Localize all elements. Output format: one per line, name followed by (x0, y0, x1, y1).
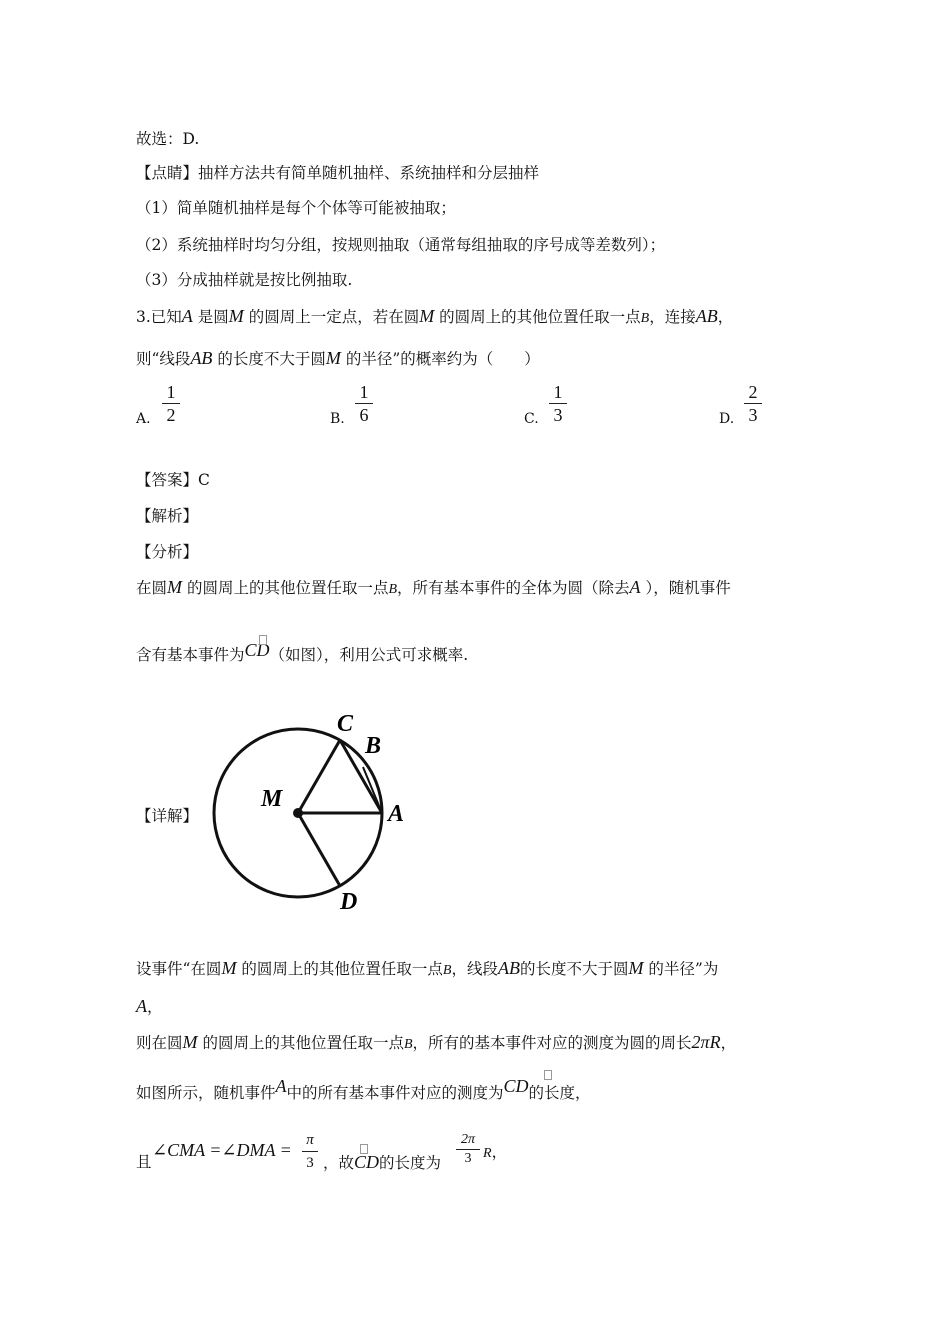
denominator: 3 (464, 1151, 472, 1166)
text: ，连接 (649, 308, 696, 326)
arc-symbol-icon (259, 635, 267, 645)
text: 是圆 (197, 308, 229, 326)
math-var: M (419, 306, 435, 326)
option-label: A. (136, 411, 151, 427)
text-line-hint-2: （2）系统抽样时均匀分组，按规则抽取（通常每组抽取的序号成等差数列）； (136, 236, 666, 254)
arc-cd: CD (503, 1076, 529, 1096)
text: ，故 (323, 1154, 355, 1172)
numerator: 2 (748, 382, 758, 402)
numerator: 1 (553, 382, 563, 402)
text: 的半径”的概率约为（ ） (345, 350, 540, 368)
circle-figure (205, 705, 425, 920)
text: 则“线段 (136, 350, 191, 368)
text-line-hint-1: （1）简单随机抽样是每个个体等可能被抽取； (136, 199, 456, 217)
detail-line-3 (136, 1032, 736, 1055)
fraction-2pi-3 (456, 1132, 480, 1167)
arc-cd: CD (244, 640, 270, 660)
text: 的半径”为 (648, 960, 719, 978)
text: 如图所示，随机事件 (136, 1084, 276, 1102)
text: ，所有的基本事件对应的测度为圆的周长 (412, 1034, 692, 1052)
option-fraction (355, 382, 373, 425)
text: ，线段 (451, 960, 498, 978)
math-var: M (221, 958, 237, 978)
numerator: 1 (166, 382, 176, 402)
text-line-hint-3: （3）分成抽样就是按比例抽取. (136, 271, 353, 289)
text: 则在圆 (136, 1034, 183, 1052)
math-var: R (483, 1146, 492, 1161)
numerator: 2π (460, 1132, 475, 1147)
denominator: 3 (553, 405, 563, 425)
detail-line-2 (136, 996, 163, 1017)
option-fraction (549, 382, 567, 425)
option-fraction (162, 382, 180, 425)
analysis-line-2 (136, 640, 469, 665)
math-var: AB (695, 306, 718, 326)
text: （如图），利用公式可求概率. (269, 646, 469, 664)
denominator: 3 (748, 405, 758, 425)
question-line-1 (136, 306, 733, 329)
label-a: A (388, 801, 405, 827)
text: ，所有基本事件的全体为圆（除去 (397, 579, 630, 597)
math-var: M (167, 577, 183, 597)
detail-line-4 (136, 1076, 591, 1103)
math-var: B (403, 1037, 413, 1052)
math-var: M (628, 958, 644, 978)
segment-md (298, 813, 340, 886)
text: 的圆周上一定点，若在圆 (248, 308, 420, 326)
math-var: M (228, 306, 244, 326)
text: ， (717, 308, 734, 326)
text: 3.已知 (136, 308, 182, 326)
math-var: 2πR (691, 1032, 721, 1052)
arc-symbol-icon (360, 1144, 368, 1154)
text: 的长度， (528, 1084, 591, 1102)
math-var: M (325, 348, 341, 368)
text: 中的所有基本事件对应的测度为 (286, 1084, 504, 1102)
denominator: 2 (166, 405, 176, 425)
answer-line: 【答案】C (136, 471, 210, 489)
section-fenxi: 【分析】 (136, 543, 199, 561)
math-var: B (442, 963, 452, 978)
text: ），随机事件 (645, 579, 731, 597)
math-expr: ∠CMA =∠DMA = (152, 1140, 292, 1160)
question-line-2 (136, 348, 540, 369)
text: 的长度不大于圆 (519, 960, 629, 978)
section-jiexi: 【解析】 (136, 507, 199, 525)
text: ， (720, 1034, 737, 1052)
text-line-hint-title: 【点睛】抽样方法共有简单随机抽样、系统抽样和分层抽样 (136, 164, 540, 182)
option-fraction (744, 382, 762, 425)
arc-symbol-icon (544, 1070, 552, 1080)
detail-line-5-end (483, 1142, 507, 1164)
text-line-conclusion: 故选：D. (136, 130, 200, 148)
math-var: A (275, 1076, 287, 1096)
math-var: AB (190, 348, 213, 368)
analysis-line-1 (136, 577, 731, 600)
detail-line-5-mid (323, 1152, 441, 1173)
numerator: 1 (359, 382, 369, 402)
center-point (293, 808, 303, 818)
math-var: B (640, 311, 650, 326)
math-var: A (136, 996, 147, 1016)
fraction-pi-3 (302, 1130, 318, 1173)
label-m: M (261, 786, 283, 812)
option-label: C. (524, 411, 539, 427)
text: 的圆周上的其他位置任取一点 (202, 1034, 404, 1052)
text: ， (147, 998, 163, 1016)
text: 的圆周上的其他位置任取一点 (186, 579, 389, 597)
text: 含有基本事件为 (136, 646, 245, 664)
text: 的圆周上的其他位置任取一点 (241, 960, 443, 978)
text: 的圆周上的其他位置任取一点 (439, 308, 641, 326)
text: 的长度为 (379, 1154, 442, 1172)
segment-mc (298, 740, 340, 813)
label-c: C (337, 711, 354, 737)
label-b: B (365, 733, 382, 759)
math-var: A (629, 577, 641, 597)
detail-line-1 (136, 958, 718, 981)
math-var: AB (497, 958, 520, 978)
angle-expression (152, 1140, 292, 1161)
text: 且 (136, 1153, 152, 1171)
numerator: π (306, 1132, 314, 1148)
text: 设事件“在圆 (136, 960, 222, 978)
option-label: B. (330, 411, 345, 427)
text: 的长度不大于圆 (217, 350, 326, 368)
text: 在圆 (136, 579, 168, 597)
denominator: 6 (359, 405, 369, 425)
text: ， (491, 1143, 508, 1161)
label-d: D (340, 889, 358, 915)
option-label: D. (719, 411, 735, 427)
math-var: A (181, 306, 193, 326)
math-var: M (182, 1032, 198, 1052)
section-xiangjie: 【详解】 (136, 807, 199, 825)
detail-line-5-start (136, 1152, 152, 1172)
denominator: 3 (306, 1155, 314, 1171)
math-var: B (388, 582, 398, 597)
arc-cd: CD (354, 1152, 380, 1172)
